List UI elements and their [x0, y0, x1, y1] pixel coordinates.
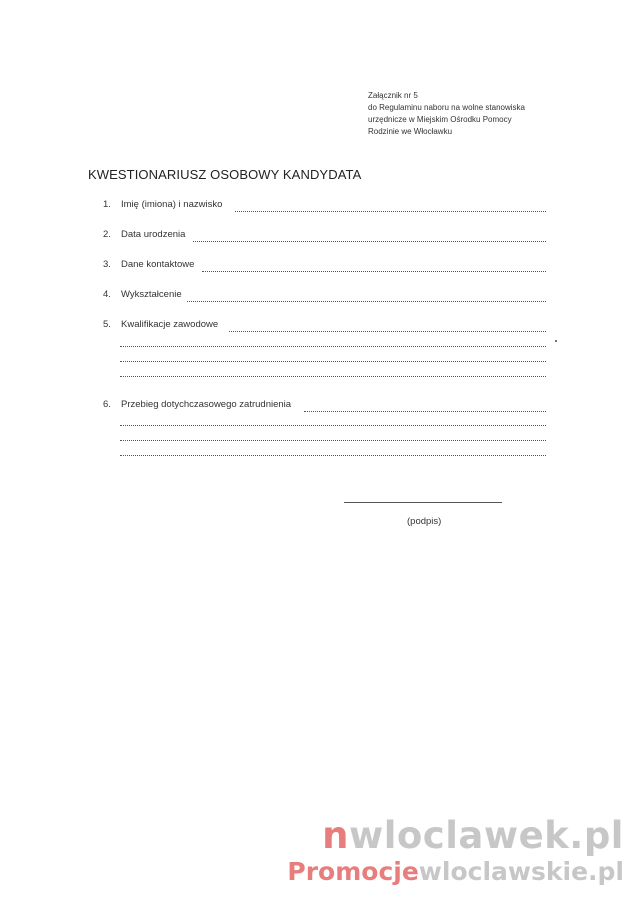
form-item-contact: [103, 259, 194, 270]
watermark-logo: [322, 814, 624, 857]
fill-line[interactable]: [120, 455, 546, 456]
annex-line-4: Rodzinie we Włocławku: [368, 127, 453, 136]
item-label: Wykształcenie: [121, 289, 182, 300]
watermark-logo-secondary: [287, 857, 624, 886]
item-label: Imię (imiona) i nazwisko: [121, 199, 223, 210]
item-label: Kwalifikacje zawodowe: [121, 319, 219, 330]
fill-line[interactable]: [235, 211, 546, 212]
form-item-employment-history: [103, 399, 291, 410]
fill-line[interactable]: [229, 331, 546, 332]
fill-line[interactable]: [304, 411, 546, 412]
item-number: 6.: [103, 399, 111, 410]
watermark-text: wloclawskie.pl: [418, 857, 624, 886]
watermark-text: wloclawek.pl: [349, 814, 624, 857]
annex-line-1: Załącznik nr 5: [368, 91, 418, 100]
fill-line[interactable]: [120, 440, 546, 441]
fill-line[interactable]: [193, 241, 546, 242]
fill-line[interactable]: [120, 361, 546, 362]
form-item-qualifications: [103, 319, 218, 330]
watermark-prefix: n: [322, 814, 350, 857]
fill-line[interactable]: [187, 301, 546, 302]
watermark-prefix: Promocje: [287, 857, 419, 886]
item-label: Data urodzenia: [121, 229, 186, 240]
item-number: 3.: [103, 259, 111, 270]
signature-line[interactable]: [344, 502, 502, 503]
fill-line[interactable]: [202, 271, 546, 272]
signature-label: (podpis): [407, 516, 442, 527]
annex-note: [368, 90, 525, 138]
fill-line[interactable]: [120, 376, 546, 377]
form-item-birth-date: [103, 229, 185, 240]
fill-line[interactable]: [120, 425, 546, 426]
item-label: Przebieg dotychczasowego zatrudnienia: [121, 399, 292, 410]
item-number: 5.: [103, 319, 111, 330]
item-label: Dane kontaktowe: [121, 259, 195, 270]
stray-mark: [555, 340, 557, 342]
annex-line-3: urzędnicze w Miejskim Ośrodku Pomocy: [368, 115, 512, 124]
item-number: 4.: [103, 289, 111, 300]
form-title: KWESTIONARIUSZ OSOBOWY KANDYDATA: [88, 167, 362, 182]
item-number: 1.: [103, 199, 111, 210]
annex-line-2: do Regulaminu naboru na wolne stanowiska: [368, 103, 525, 112]
form-item-name: [103, 199, 222, 210]
fill-line[interactable]: [120, 346, 546, 347]
item-number: 2.: [103, 229, 111, 240]
form-item-education: [103, 289, 182, 300]
